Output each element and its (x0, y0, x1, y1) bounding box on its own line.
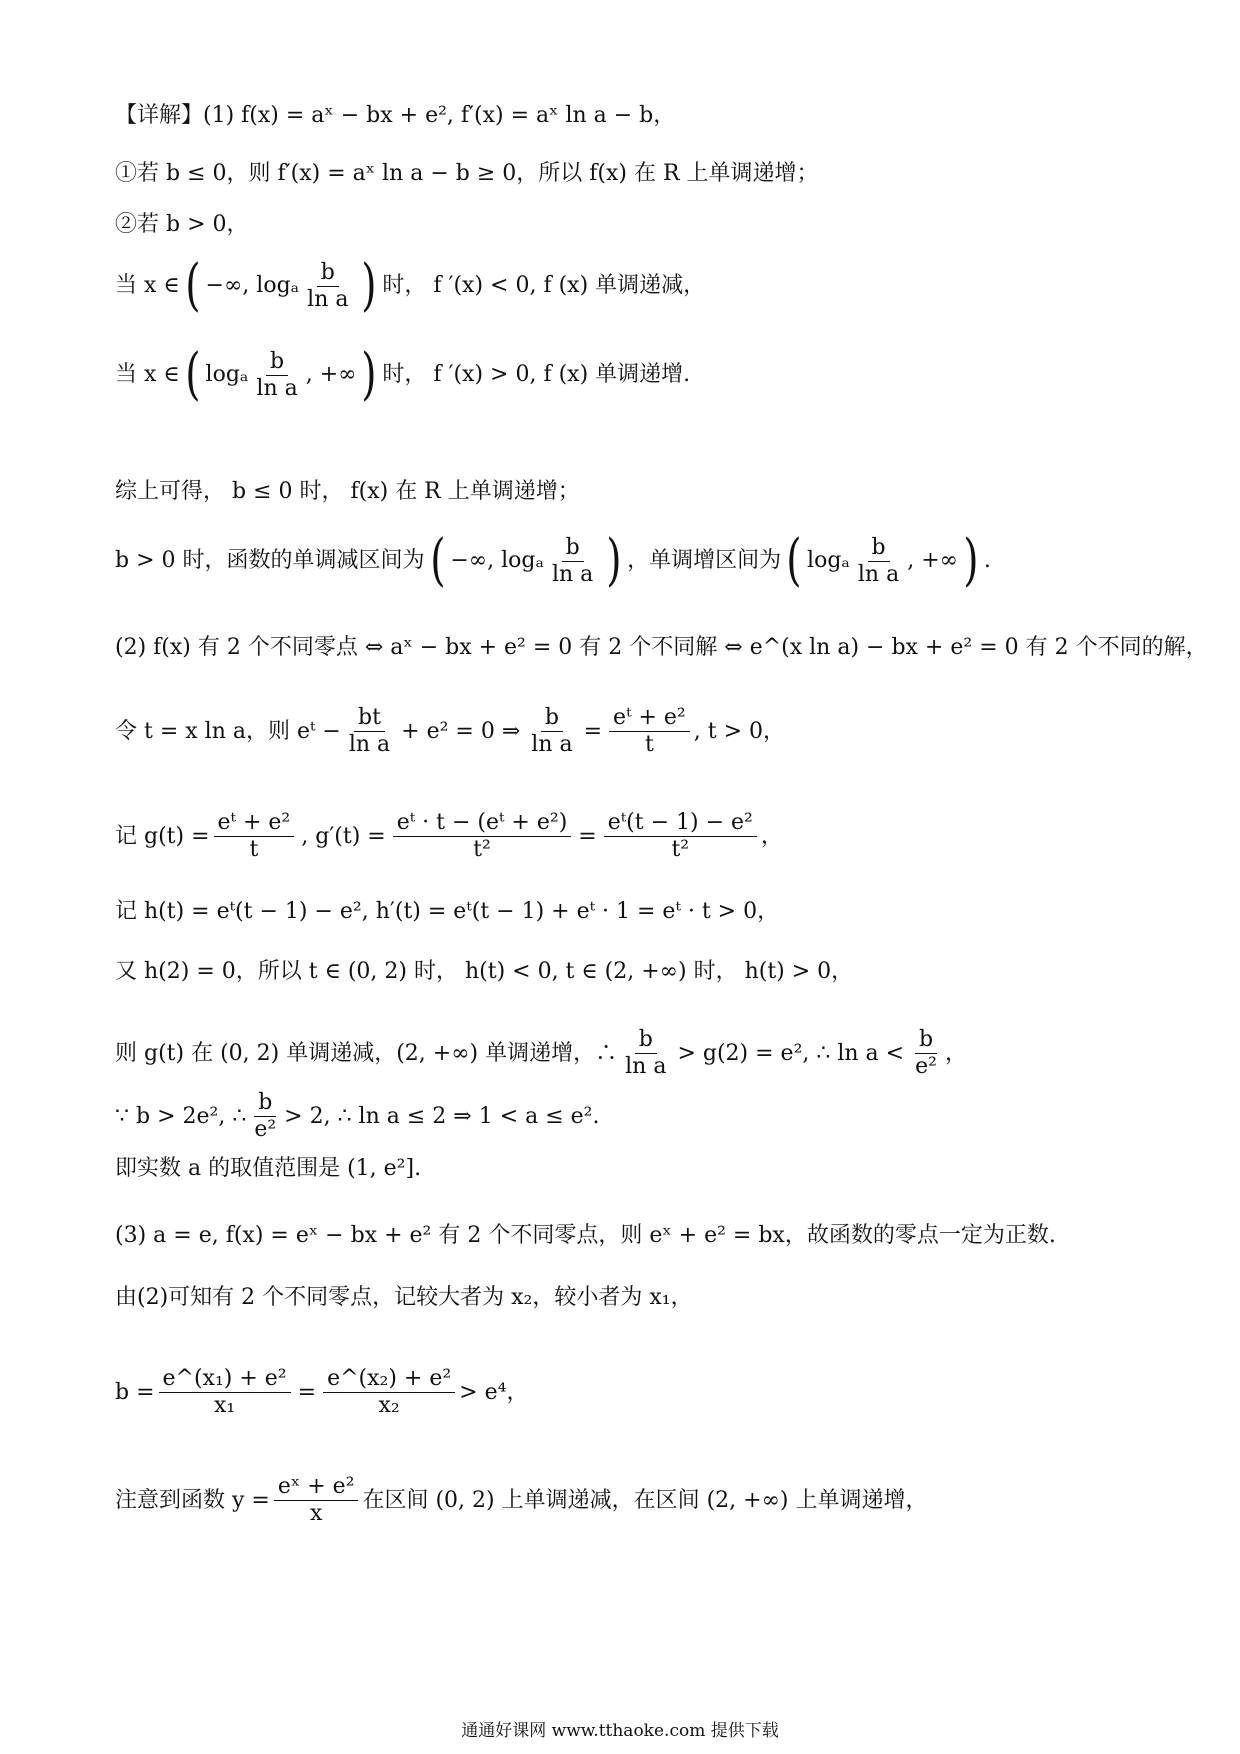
line-b-expression: b = $\frac{\text{e\textasciicircum{}(x₁) + e²}}{\text{x₁}}$ = $\frac{\text{e\textasciicircum{}(x₂) + e²}}{\text{x₂}}$ > e⁴， (115, 1366, 529, 1418)
line-range-a: 即实数 a 的取值范围是 (1, e²]. (115, 1156, 422, 1181)
fraction: $\frac{b}{\text{ln a}}$ (625, 1027, 667, 1079)
line-substitution: 令 t = x ln a，则 eᵗ − $\frac{bt}{\text{ln a}}$ + e² = 0 ⇒ $\frac{b}{\text{ln a}}$ = $\frac{\text{eᵗ + e²}}{t}$ , t > 0， (115, 705, 785, 757)
line-define-g: 记 g(t) = $\frac{\text{eᵗ + e²}}{t}$ , g′(t) = $\frac{\text{eᵗ · t − (eᵗ + e²)}}{\text{t²}}$ = $\frac{\text{eᵗ(t − 1) − e²}}{\text{t²}}$ ， (115, 810, 783, 862)
line-zeros: 由(2)可知有 2 个不同零点，记较大者为 x₂，较小者为 x₁， (115, 1285, 693, 1310)
page-footer: 通通好课网 www.tthaoke.com 提供下载 (461, 1721, 779, 1741)
line-because-b: ∵ b > 2e², ∴ $\frac{b}{\text{e²}}$ > 2, ∴ ln a ≤ 2 ⇒ 1 < a ≤ e². (115, 1090, 600, 1142)
fraction: $\frac{b}{\text{e²}}$ (915, 1027, 937, 1079)
fraction: $\frac{b}{\text{ln a}}$ (551, 534, 594, 587)
line-g-monotonic: 则 g(t) 在 (0, 2) 单调递减，(2, +∞) 单调递增，∴ $\frac{b}{\text{ln a}}$ > g(2) = e², ∴ ln a < $\frac{b}{\text{e²}}$ ， (115, 1027, 967, 1079)
fraction: $\frac{b}{\text{ln a}}$ (307, 259, 349, 312)
line-intervals-summary: b > 0 时，函数的单调减区间为 ( −∞, logₐ $\frac{b}{\text{ln a}}$ ) ，单调增区间为 ( logₐ $\frac{b}{\text{ln a}}$ , +∞ ) . (115, 528, 991, 593)
fraction: $\frac{\text{eᵗ(t − 1) − e²}}{\text{t²}}$ (604, 810, 757, 863)
line-define-h: 记 h(t) = eᵗ(t − 1) − e², h′(t) = eᵗ(t − 1) + eᵗ · 1 = eᵗ · t > 0， (115, 899, 780, 924)
fraction: $\frac{b}{\text{ln a}}$ (531, 705, 573, 757)
fraction: $\frac{b}{\text{ln a}}$ (256, 348, 298, 401)
fraction: $\frac{bt}{\text{ln a}}$ (348, 705, 391, 757)
line-case-b-positive: ②若 b > 0， (115, 212, 249, 237)
fraction: $\frac{\text{e\textasciicircum{}(x₂) + e²}}{\text{x₂}}$ (323, 1366, 455, 1419)
line-case-b-nonpositive: ①若 b ≤ 0，则 f′(x) = aˣ ln a − b ≥ 0，所以 f(x) 在 R 上单调递增； (115, 161, 819, 186)
fraction: $\frac{\text{eᵗ + e²}}{t}$ (214, 810, 295, 863)
fraction: $\frac{b}{\text{e²}}$ (254, 1090, 277, 1142)
line-function-y: 注意到函数 y = $\frac{\text{eˣ + e²}}{x}$ 在区间 (0, 2) 上单调递减，在区间 (2, +∞) 上单调递增， (115, 1474, 928, 1526)
fraction: $\frac{\text{eˣ + e²}}{x}$ (274, 1474, 359, 1527)
fraction: $\frac{\text{eᵗ + e²}}{t}$ (609, 705, 690, 758)
line-increasing-interval: 当 x ∈ ( logₐ $\frac{b}{\text{ln a}}$ , +∞ ) 时， f ′(x) > 0, f (x) 单调递增. (115, 342, 691, 407)
fraction: $\frac{\text{eᵗ · t − (eᵗ + e²)}}{\text{t²}}$ (393, 810, 572, 863)
line-summary: 综上可得， b ≤ 0 时， f(x) 在 R 上单调递增； (115, 479, 580, 504)
line-detail-part1: 【详解】(1) f(x) = aˣ − bx + e², f′(x) = aˣ ln a − b， (115, 103, 676, 128)
line-decreasing-interval: 当 x ∈ ( −∞, logₐ $\frac{b}{\text{ln a}}$ ) 时， f ′(x) < 0, f (x) 单调递减， (115, 253, 706, 318)
line-h-sign: 又 h(2) = 0，所以 t ∈ (0, 2) 时， h(t) < 0, t ∈ (2, +∞) 时， h(t) > 0， (115, 959, 854, 984)
line-part2-equivalence: (2) f(x) 有 2 个不同零点 ⇔ aˣ − bx + e² = 0 有 2 个不同解 ⇔ e^(x ln a) − bx + e² = 0 有 2 个不同的解， (115, 635, 1208, 660)
fraction: $\frac{b}{\text{ln a}}$ (857, 534, 900, 587)
line-part3: (3) a = e, f(x) = eˣ − bx + e² 有 2 个不同零点，则 eˣ + e² = bx，故函数的零点一定为正数. (115, 1223, 1056, 1248)
fraction: $\frac{\text{e\textasciicircum{}(x₁) + e²}}{\text{x₁}}$ (159, 1366, 291, 1419)
